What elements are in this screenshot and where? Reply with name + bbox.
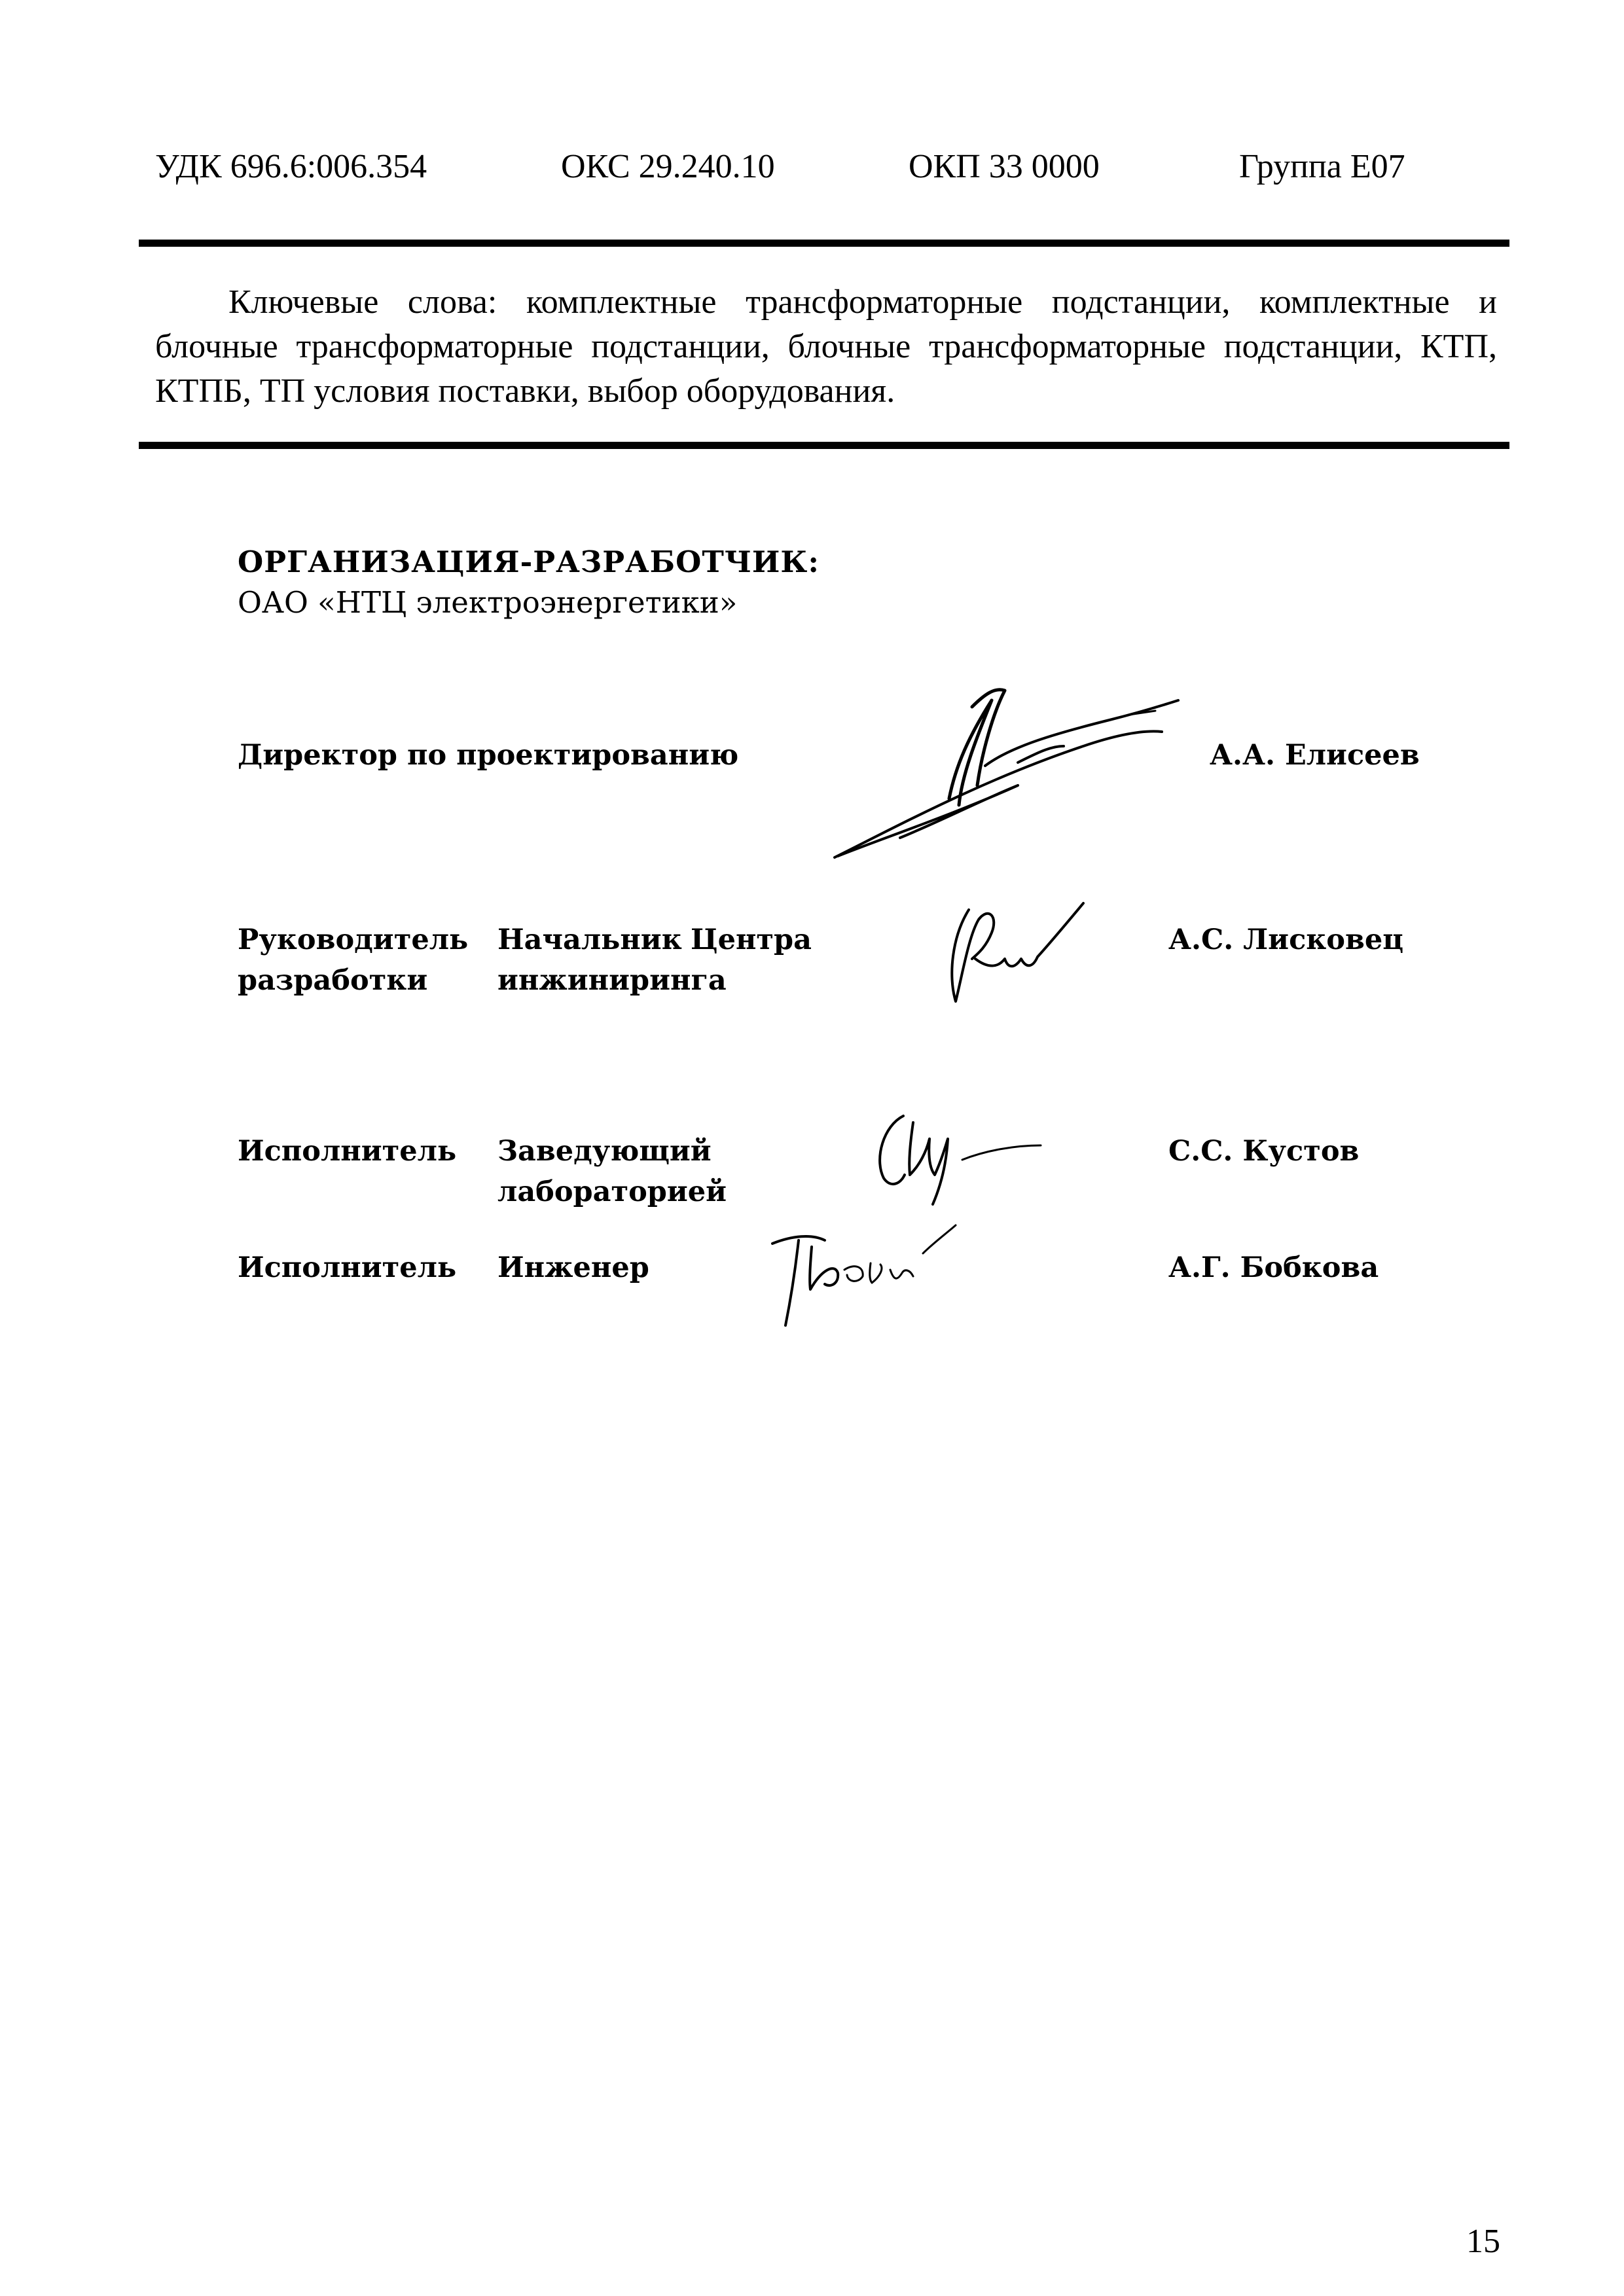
classification-codes xyxy=(0,147,1624,206)
executor1-position-line1: Заведующий xyxy=(497,1135,712,1168)
director-name: А.А. Елисеев xyxy=(1210,739,1420,772)
organization-name: ОАО «НТЦ электроэнергетики» xyxy=(238,585,738,620)
lead-position xyxy=(497,920,812,1001)
executor1-position xyxy=(497,1131,727,1212)
director-signature-icon xyxy=(821,668,1188,877)
lead-role-line2: разработки xyxy=(238,964,428,997)
executor1-role: Исполнитель xyxy=(238,1135,457,1168)
bottom-divider xyxy=(139,442,1509,449)
lead-name: А.С. Лисковец xyxy=(1168,924,1403,956)
lead-position-word2: Центра xyxy=(691,924,812,956)
executor2-role: Исполнитель xyxy=(238,1251,457,1284)
developer-organization xyxy=(238,542,820,623)
okp-code: ОКП 33 0000 xyxy=(909,148,1100,185)
executor1-name: С.С. Кустов xyxy=(1168,1135,1360,1168)
keywords-paragraph: Ключевые слова: комплектные трансформаторные подстанции, комплектные и блочные трансформаторные подстанции, блочные трансформаторные подстанции, КТП, КТПБ, ТП условия поставки, выбор оборудования. xyxy=(155,283,1497,410)
executor1-signature-icon xyxy=(864,1100,1060,1217)
executor1-position-line2: лабораторией xyxy=(497,1175,727,1208)
lead-role-line1: Руководитель xyxy=(238,924,469,956)
director-role: Директор по проектированию xyxy=(238,739,739,772)
oks-code: ОКС 29.240.10 xyxy=(561,148,775,185)
organization-title: ОРГАНИЗАЦИЯ-РАЗРАБОТЧИК: xyxy=(238,545,820,579)
lead-position-word1: Начальник xyxy=(497,924,682,956)
lead-role xyxy=(238,920,468,1001)
executor2-position: Инженер xyxy=(497,1251,649,1284)
page-number: 15 xyxy=(1466,2223,1500,2260)
executor2-name: А.Г. Бобкова xyxy=(1168,1251,1379,1284)
executor2-signature-icon xyxy=(759,1217,969,1335)
lead-position-line2: инжиниринга xyxy=(497,964,727,997)
top-divider xyxy=(139,240,1509,247)
lead-signature-icon xyxy=(936,897,1106,1014)
group-code: Группа Е07 xyxy=(1239,148,1405,185)
udk-code: УДК 696.6:006.354 xyxy=(155,148,427,185)
